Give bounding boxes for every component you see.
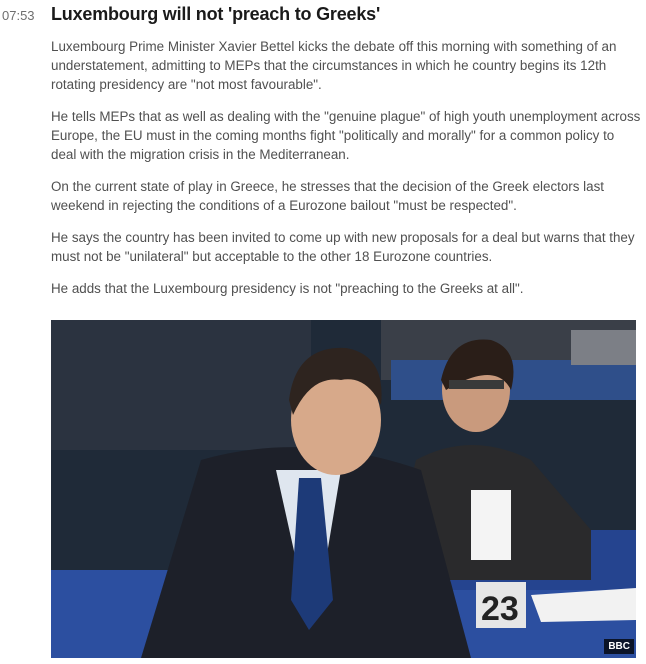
post-paragraph: He tells MEPs that as well as dealing with the "genuine plague" of high youth unemployment across Europe, the EU must in the coming months fight "politically and morally" for a common policy to deal with the migration crisis in the Mediterranean.	[51, 109, 641, 162]
post-headline: Luxembourg will not 'preach to Greeks'	[51, 4, 381, 24]
post-paragraph: He says the country has been invited to come up with new proposals for a deal but warns that they must not be "unilateral" but acceptable to the other 18 Eurozone countries.	[51, 230, 635, 264]
post-paragraph: He adds that the Luxembourg presidency is not "preaching to the Greeks at all".	[51, 281, 524, 296]
parliament-photo-illustration	[51, 320, 636, 658]
post-paragraph: Luxembourg Prime Minister Xavier Bettel kicks the debate off this morning with something of an understatement, admitting to MEPs that the circumstances in which he country begins its 12th rotating presidency are "not most favourable".	[51, 39, 617, 92]
post-body	[51, 37, 641, 311]
photo-credit: BBC	[604, 639, 634, 654]
seat-number: 23	[481, 590, 519, 628]
post-photo	[51, 320, 636, 658]
post-paragraph: On the current state of play in Greece, he stresses that the decision of the Greek electors last weekend in rejecting the conditions of a Eurozone bailout "must be respected".	[51, 179, 605, 213]
post-timestamp: 07:53	[2, 8, 35, 23]
